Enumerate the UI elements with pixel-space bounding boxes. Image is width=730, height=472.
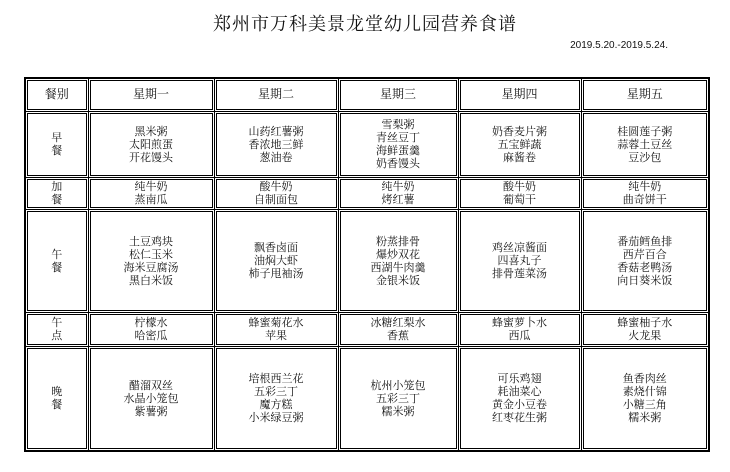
- dish-item: 素烧什锦: [622, 385, 667, 399]
- dish-item: 魔方糕: [259, 398, 293, 412]
- dish-item: 纯牛奶: [381, 180, 415, 193]
- dish-item: 鸡丝凉酱面: [492, 241, 547, 254]
- menu-cell: [458, 177, 581, 209]
- dish-item: 蜂蜜柚子水: [617, 316, 673, 329]
- dish-item: 火龙果: [628, 329, 662, 342]
- menu-cell: [88, 346, 214, 451]
- dish-item: 爆炒双花: [376, 247, 420, 261]
- dish-item: 排骨莲菜汤: [492, 267, 547, 280]
- dish-item: 红枣花生粥: [492, 411, 547, 425]
- dish-item: 葱油卷: [259, 150, 293, 164]
- dish-item: 奶香馒头: [376, 157, 420, 170]
- menu-cell: [214, 209, 338, 312]
- dish-item: 糯米粥: [381, 404, 415, 418]
- dish-item: 烤红薯: [381, 193, 415, 206]
- meal-label-char: 晚: [51, 385, 63, 399]
- table-row: [25, 177, 709, 209]
- dish-item: 蒜蓉土豆丝: [617, 137, 673, 151]
- dish-item: 香浓地三鲜: [248, 137, 304, 151]
- dish-item: 蜂蜜菊花水: [248, 316, 304, 329]
- header-row: [25, 78, 709, 111]
- meal-label-char: 餐: [51, 144, 63, 157]
- dish-item: 五彩三丁: [254, 385, 298, 399]
- dish-item: 松仁玉米: [129, 247, 173, 261]
- menu-cell: [581, 209, 709, 312]
- menu-cell: [581, 346, 709, 451]
- header-day-wed: 星期三: [338, 78, 458, 111]
- menu-cell: [214, 177, 338, 209]
- dish-item: 蒸南瓜: [134, 193, 168, 206]
- meal-label-char: 餐: [51, 398, 63, 412]
- dish-item: 香蕉: [387, 329, 409, 342]
- dish-item: 海米豆腐汤: [123, 260, 179, 274]
- meal-label-char: 点: [51, 329, 63, 342]
- menu-cell: [458, 209, 581, 312]
- dish-item: 小糖三角: [622, 398, 667, 412]
- dish-item: 紫薯粥: [134, 404, 168, 418]
- dish-item: 油焖大虾: [254, 254, 298, 267]
- menu-cell: [88, 209, 214, 312]
- dish-item: 耗油菜心: [497, 385, 542, 399]
- dish-item: 粉蒸排骨: [376, 234, 420, 248]
- table-row: [25, 346, 709, 451]
- dish-item: 金银米饭: [376, 273, 420, 287]
- date-range: 2019.5.20.-2019.5.24.: [570, 40, 668, 51]
- meal-label-char: 午: [51, 247, 63, 261]
- menu-cell: [214, 312, 338, 346]
- dish-item: 哈密瓜: [134, 329, 168, 342]
- dish-item: 青丝豆丁: [376, 131, 420, 144]
- dish-item: 鱼香肉丝: [622, 372, 667, 386]
- meal-label-char: 加: [51, 180, 63, 193]
- dish-item: 奶香麦片粥: [492, 124, 547, 138]
- meal-label: [25, 177, 88, 209]
- menu-cell: [338, 209, 458, 312]
- dish-item: 麻酱卷: [503, 150, 536, 164]
- menu-cell: [88, 312, 214, 346]
- dish-item: 豆沙包: [628, 150, 662, 164]
- dish-item: 酸牛奶: [503, 180, 536, 193]
- meal-label: [25, 209, 88, 312]
- menu-cell: [338, 111, 458, 177]
- meal-label: [25, 312, 88, 346]
- menu-cell: [458, 312, 581, 346]
- menu-cell: [214, 346, 338, 451]
- dish-item: 醋溜双丝: [129, 378, 173, 392]
- dish-item: 纯牛奶: [628, 180, 662, 193]
- menu-table: [24, 77, 710, 452]
- menu-cell: [338, 346, 458, 451]
- dish-item: 飘香卤面: [254, 241, 298, 254]
- header-day-mon: 星期一: [88, 78, 214, 111]
- dish-item: 西芹百合: [622, 247, 667, 261]
- header-day-fri: 星期五: [581, 78, 709, 111]
- header-day-thu: 星期四: [458, 78, 581, 111]
- dish-item: 酸牛奶: [259, 180, 293, 193]
- table-row: [25, 312, 709, 346]
- meal-label: [25, 346, 88, 451]
- dish-item: 海鲜蛋羹: [376, 144, 420, 157]
- dish-item: 香菇老鸭汤: [617, 260, 673, 274]
- dish-item: 四喜丸子: [497, 254, 542, 267]
- menu-cell: [458, 111, 581, 177]
- page-title: 郑州市万科美景龙堂幼儿园营养食谱: [213, 14, 517, 35]
- meal-label: [25, 111, 88, 177]
- menu-cell: [88, 111, 214, 177]
- dish-item: 黑米粥: [134, 124, 168, 138]
- dish-item: 开花馒头: [129, 150, 173, 164]
- dish-item: 西湖牛肉羹: [370, 260, 426, 274]
- menu-cell: [214, 111, 338, 177]
- dish-item: 土豆鸡块: [129, 234, 173, 248]
- header-meal: 餐别: [25, 78, 88, 111]
- dish-item: 自制面包: [254, 193, 298, 206]
- header-day-tue: 星期二: [214, 78, 338, 111]
- dish-item: 小米绿豆粥: [248, 411, 304, 425]
- dish-item: 苹果: [265, 329, 287, 342]
- dish-item: 葡萄干: [503, 193, 536, 206]
- dish-item: 柠檬水: [134, 316, 168, 329]
- menu-cell: [338, 312, 458, 346]
- meal-label-char: 午: [51, 316, 63, 329]
- dish-item: 黄金小豆卷: [492, 398, 547, 412]
- dish-item: 五宝鲜蔬: [497, 137, 542, 151]
- dish-item: 山药红薯粥: [248, 124, 304, 138]
- menu-cell: [581, 177, 709, 209]
- dish-item: 曲奇饼干: [622, 193, 667, 206]
- dish-item: 纯牛奶: [134, 180, 168, 193]
- dish-item: 糯米粥: [628, 411, 662, 425]
- dish-item: 桂圆莲子粥: [617, 124, 673, 138]
- dish-item: 太阳煎蛋: [129, 137, 173, 151]
- menu-cell: [338, 177, 458, 209]
- dish-item: 水晶小笼包: [123, 391, 179, 405]
- dish-item: 培根西兰花: [248, 372, 304, 386]
- table-row: [25, 111, 709, 177]
- menu-cell: [458, 346, 581, 451]
- dish-item: 蜂蜜萝卜水: [492, 316, 547, 329]
- dish-item: 冰糖红梨水: [370, 316, 426, 329]
- dish-item: 可乐鸡翅: [497, 372, 542, 386]
- table-row: [25, 209, 709, 312]
- menu-cell: [581, 111, 709, 177]
- dish-item: 柿子甩袖汤: [248, 267, 304, 280]
- dish-item: 五彩三丁: [376, 391, 420, 405]
- dish-item: 雪梨粥: [381, 118, 415, 131]
- dish-item: 黑白米饭: [129, 273, 173, 287]
- dish-item: 杭州小笼包: [370, 378, 426, 392]
- meal-label-char: 餐: [51, 193, 63, 206]
- menu-cell: [581, 312, 709, 346]
- meal-label-char: 餐: [51, 260, 63, 274]
- dish-item: 番茄鳕鱼排: [617, 234, 673, 248]
- menu-cell: [88, 177, 214, 209]
- dish-item: 西瓜: [508, 329, 531, 342]
- dish-item: 向日葵米饭: [617, 273, 673, 287]
- meal-label-char: 早: [51, 131, 63, 144]
